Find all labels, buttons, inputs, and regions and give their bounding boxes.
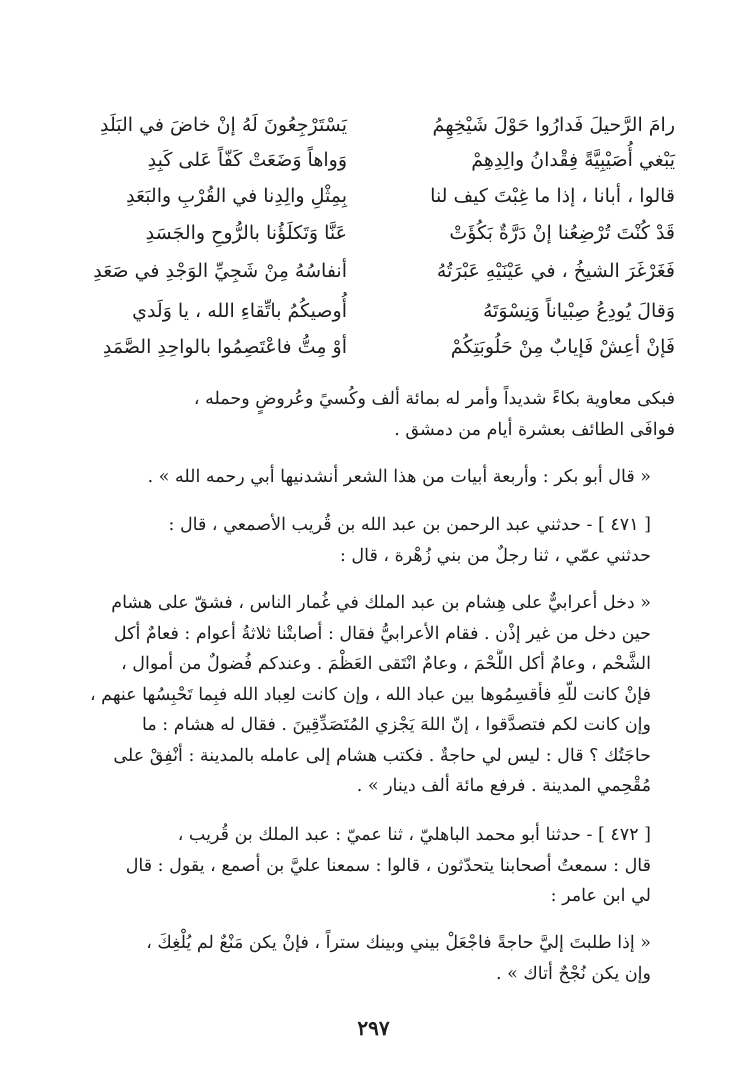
paragraph-hadith-471-text (59, 588, 651, 802)
text-line: « دخل أعرابيٌّ على هِشام بن عبد الملك في غُمار الناس ، فشقّ على هشام (111, 593, 651, 613)
text-line: وإن يكن نُجْحٌ أتاك » . (495, 963, 651, 984)
text-line: وإن كانت لكم فتصدَّقوا ، إنّ اللهَ يَجْزي المُتَصَدِّقِينَ . فقال له هشام : ما (141, 715, 651, 735)
verse-left-hemistich: عَنَّا وَتَكلَؤُنا بالرُّوحِ والجَسَدِ (145, 222, 347, 244)
verse-left-hemistich: يَسْتَرْجِعُونَ لَهُ إنْ خاضَ في البَلَدِ (99, 114, 347, 136)
verse-left-hemistich: أنفاسُهُ مِنْ شَجِيِّ الوَجْدِ في صَعَدِ (93, 260, 347, 282)
verse-left-hemistich: وَواهاً وَضَعَتْ كَفّاً عَلى كَبِدِ (147, 149, 347, 171)
text-line: حاجَتُك ؟ قال : ليس لي حاجةٌ . فكتب هشام إلى عامله بالمدينة : أنْفِقْ على (113, 745, 651, 766)
verse-right-hemistich: فَغَرْغَرَ الشيخُ ، في عَيْنَيْهِ عَبْرَتُهُ (436, 260, 675, 282)
verse-right-hemistich: قَدْ كُنْتَ تُرْضِعُنا إنْ دَرَّةٌ بَكُؤَتْ (449, 222, 675, 244)
text-line: مُقْحِمي المدينة . فرفع مائة ألف دينار » . (356, 776, 651, 796)
text-line: [ ٤٧٢ ] - حدثنا أبو محمد الباهليّ ، ثنا عميّ : عبد الملك بن قُريب ، (177, 825, 651, 845)
paragraph-note (59, 462, 651, 493)
paragraph-narration (61, 384, 675, 445)
text-line: حين دخل من غير إذْن . فقام الأعرابيُّ فقال : أصابتْنا ثلاثةُ أعوام : فعامٌ أكل (113, 623, 651, 644)
text-line: حدثني عمّي ، ثنا رجلٌ من بني زُهْرة ، قال : (339, 545, 651, 566)
paragraph-hadith-472-isnad (59, 820, 651, 912)
text-line: فوافَى الطائف بعشرة أيام من دمشق . (394, 419, 675, 440)
verse-left-hemistich: بِمِثْلِ والِدِنا في القُرْبِ والبَعَدِ (126, 185, 347, 207)
text-line: الشَّحْم ، وعامٌ أكل اللَّحْمَ ، وعامٌ انْتَقى العَظْمَ . وعندكم فُضولٌ من أموال ، (121, 654, 651, 674)
verse-left-hemistich: أُوصيكُمُ باتِّقاءِ الله ، يا وَلَدي (132, 300, 347, 322)
text-line: فإنْ كانت للّهِ فأقسِمُوها بين عباد الله ، وإن كانت لعِباد الله فبِما تَحْبِسُها عنهم ، (89, 684, 651, 705)
paragraph-hadith-472-text (59, 928, 651, 989)
paragraph-hadith-471-isnad (61, 510, 651, 571)
page-number: ٢٩٧ (357, 1016, 390, 1040)
verse-right-hemistich: قالوا ، أبانا ، إذا ما غِبْتَ كيف لنا (430, 185, 675, 207)
text-line: « إذا طلبتَ إليَّ حاجةً فاجْعَلْ بيني وبينك ستراً ، فإنْ يكن مَنْعٌ لم يُلْغِكَ ، (146, 933, 651, 953)
text-line: « قال أبو بكر : وأربعة أبيات من هذا الشعر أنشدنيها أبي رحمه الله » . (147, 467, 651, 487)
verse-right-hemistich: يَبْغي أُصَيْبِيَّةً فِقْدانُ والِدِهِمْ (471, 149, 675, 171)
text-line: لي ابن عامر : (550, 886, 651, 906)
text-line: [ ٤٧١ ] - حدثني عبد الرحمن بن عبد الله بن قُريب الأصمعي ، قال : (168, 515, 651, 535)
verse-right-hemistich: وَقالَ يُودِعُ صِبْياناً وَنِسْوَتَهُ (482, 300, 675, 322)
verse-right-hemistich: فَإنْ أعِشْ فَإيابٌ مِنْ حَلُوبَتِكُمْ (450, 336, 675, 358)
text-line: فبكى معاوية بكاءً شديداً وأمر له بمائة ألف وكُسيً وعُروضٍ وحمله ، (193, 389, 675, 409)
verse-right-hemistich: رامَ الرَّحيلَ فَدارُوا حَوْلَ شَيْخِهِمُ (432, 114, 675, 136)
text-line: قال : سمعتُ أصحابنا يتحدّثون ، قالوا : سمعنا عليَّ بن أصمع ، يقول : قال (125, 855, 651, 876)
verse-left-hemistich: أوْ مِتُّ فاعْتَصِمُوا بالواحِدِ الصَّمَدِ (102, 336, 347, 358)
